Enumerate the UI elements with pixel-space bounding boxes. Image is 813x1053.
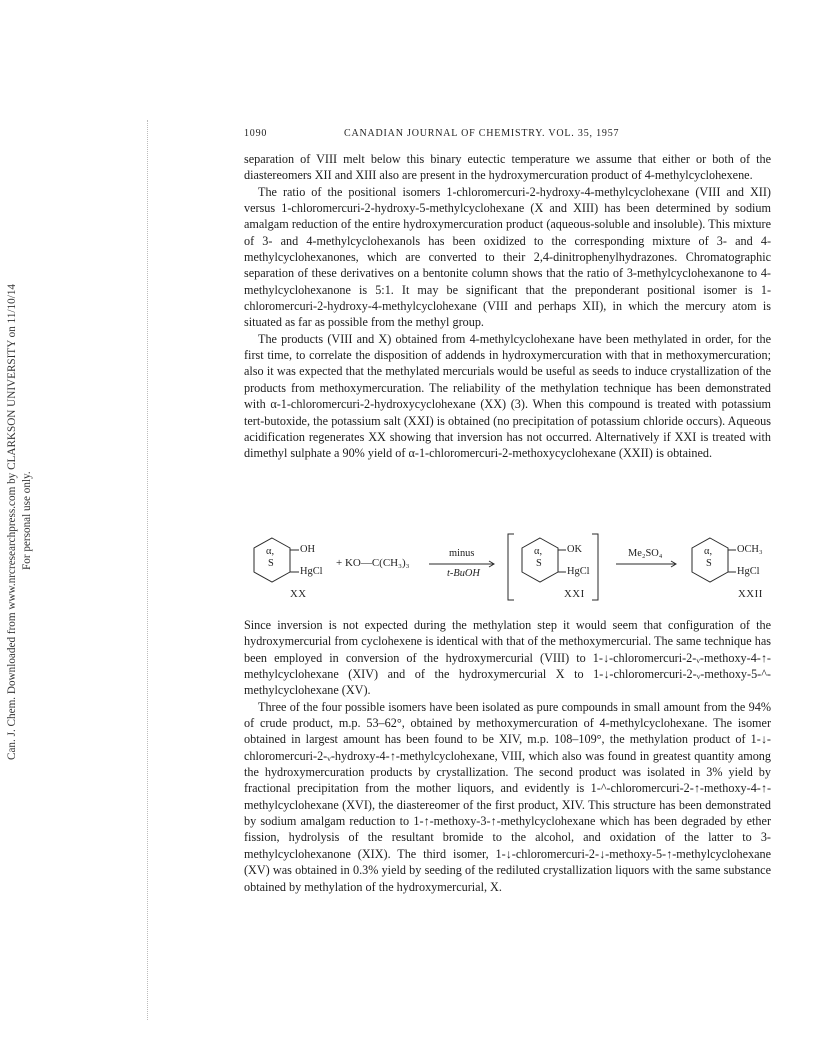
xx-hgcl: HgCl xyxy=(300,566,323,577)
ring-label: α, xyxy=(266,546,275,557)
scheme-drawing xyxy=(244,530,779,615)
reagent: + KO—C(CH₃)₃ xyxy=(336,557,410,569)
xxi-ok: OK xyxy=(567,544,583,555)
margin-rule xyxy=(147,120,148,1020)
xxii-hgcl: HgCl xyxy=(737,566,760,577)
page-number: 1090 xyxy=(244,128,268,139)
paragraph: separation of VIII melt below this binary eutectic temperature we assume that either or both of the diastereomers XII and XIII also are present in the hydroxymercuration product of 4-methylcyclohexene. xyxy=(244,152,771,183)
ring-label: S xyxy=(706,558,712,569)
ring-label: α, xyxy=(534,546,543,557)
article-text-bottom xyxy=(244,617,771,895)
journal-title: CANADIAN JOURNAL OF CHEMISTRY. VOL. 35, 1957 xyxy=(344,128,620,139)
paragraph: Three of the four possible isomers have been isolated as pure compounds in small amount from the 94% of crude product, m.p. 53–62°, obtained by methoxymercuration of 4-methylcyclohexane. The isomer obtained in largest amount has been found to be XIV, m.p. 108–109°, the methylation product of 1-↓-chloromercuri-2-ᵥ-hydroxy-4-↑-methylcyclohexane, VIII, which also was found in greatest quantity among the hydroxymercuration products by crystallization. The second product was isolated in 3% yield by fractional precipitation from the mother liquors, and evidently is 1-^-chloromercuri-2-↑-methoxy-4-↑-methylcyclohexane (XVI), the diastereomer of the first product, XIV. This structure has been demonstrated by sodium amalgam reduction to 1-↑-methoxy-3-↑-methylcyclohexane which has been degraded by ether fission, hydrolysis of the resultant bromide to the alcohol, and oxidation of the latter to 3-methylcyclohexanone (XIX). The third isomer, 1-↓-chloromercuri-2-↓-methoxy-5-↑-methylcyclohexane (XV) was obtained in 0.3% yield by seeding of the rediluted crystallization liquors with the same substance obtained by methylation of the hydroxymercurial, X. xyxy=(244,699,771,894)
xx-label: XX xyxy=(290,588,307,600)
xxii-label: XXII xyxy=(738,588,763,600)
arrow-1-condition: minus xyxy=(449,548,475,559)
article-text-top xyxy=(244,151,771,462)
reaction-scheme xyxy=(244,530,779,615)
xxi-hgcl: HgCl xyxy=(567,566,590,577)
paragraph: Since inversion is not expected during the methylation step it would seem that configuration of the hydroxymercurial from cyclohexene is identical with that of the methoxymercurial. The same technique has been employed in conversion of the hydroxymercurial (VIII) to 1-↓-chloromercuri-2-ᵥ-methoxy-4-↑-methylcyclohexane (XIV) and of the hydroxymercurial X to 1-↓-chloromercuri-2-ᵥ-methoxy-5-^-methylcyclohexane (XV). xyxy=(244,618,771,698)
bracket-left xyxy=(508,534,514,600)
running-head xyxy=(244,128,771,142)
paragraph: The ratio of the positional isomers 1-chloromercuri-2-hydroxy-4-methylcyclohexane (VIII and XII) versus 1-chloromercuri-2-hydroxy-5-methylcyclohexane (X and XIII) has been determined by sodium amalgam reduction of the entire hydroxymercuration product (aqueous-soluble and insoluble). This mixture of 3- and 4-methylcyclohexanols has been oxidized to the corresponding mixture of 3- and 4-methylcyclohexanones, which are converted to their 2,4-dinitrophenylhydrazones. Chromatographic separation of these derivatives on a bentonite column shows that the ratio of 3-methylcyclohexanone to 4-methylcyclohexanone is 5:1. It may be significant that the preponderant positional isomer is 1-chloromercuri-2-hydroxy-4-methylcyclohexane (VIII and perhaps XII), in which the mercury atom is situated as far as possible from the methyl group. xyxy=(244,184,771,330)
download-notice-line: Can. J. Chem. Downloaded from www.nrcresearchpress.com by CLARKSON UNIVERSITY on 11/10/14 xyxy=(6,283,18,760)
xx-oh: OH xyxy=(300,544,316,555)
ring-label: S xyxy=(268,558,274,569)
arrow-2-reagent: Me₂SO₄ xyxy=(628,548,663,559)
arrow-1-solvent: t-BuOH xyxy=(447,568,480,579)
ring-label: α, xyxy=(704,546,713,557)
personal-use-notice: For personal use only. xyxy=(21,471,33,570)
bracket-right xyxy=(592,534,598,600)
paragraph: The products (VIII and X) obtained from 4-methylcyclohexane have been methylated in order, for the first time, to correlate the disposition of addends in hydroxymercuration with that in methoxymercuration; also it was expected that the methylated mercurials would be useful as seeds to induce crystallization of the products from methoxymercuration. The reliability of the methylation technique has been demonstrated with α-1-chloromercuri-2-hydroxycyclohexane (XX) (3). When this compound is treated with potassium tert-butoxide, the potassium salt (XXI) is obtained (no precipitation of potassium chloride occurs). Aqueous acidification regenerates XX showing that inversion has not occurred. Alternatively if XXI is treated with dimethyl sulphate a 90% yield of α-1-chloromercuri-2-methoxycyclohexane (XXII) is obtained. xyxy=(244,331,771,461)
xxi-label: XXI xyxy=(564,588,585,600)
xxii-och3: OCH₃ xyxy=(737,544,763,555)
ring-label: S xyxy=(536,558,542,569)
download-notice xyxy=(4,240,44,760)
